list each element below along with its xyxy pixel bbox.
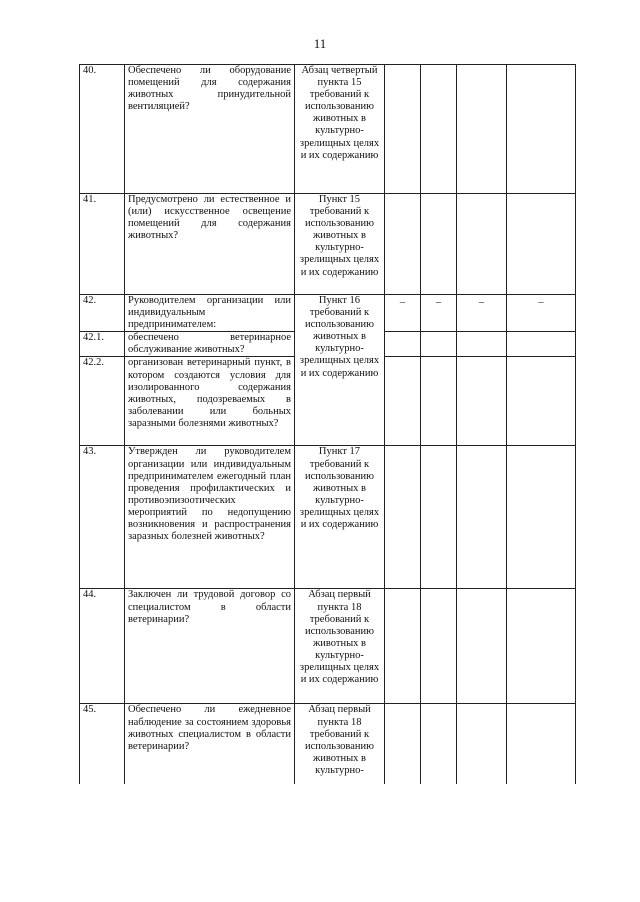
dash-mark: – bbox=[435, 297, 442, 308]
question-text: обеспечено ветеринарное обслуживание животных? bbox=[125, 332, 295, 357]
answer-yes-cell[interactable] bbox=[385, 704, 421, 785]
answer-no-cell bbox=[421, 295, 457, 332]
question-text: Предусмотрено ли естественное и (или) искусственное освещение помещений для содержания животных? bbox=[125, 194, 295, 295]
table-row bbox=[80, 446, 576, 589]
notes-cell[interactable] bbox=[507, 65, 576, 194]
question-text: организован ветеринарный пункт, в котором создаются условия для изолированного содержания животных, подозреваемых в заболевании или больных заразными болезнями животных? bbox=[125, 357, 295, 446]
row-number: 40. bbox=[80, 65, 125, 194]
checklist-table bbox=[79, 64, 576, 784]
question-text: Заключен ли трудовой договор со специалистом в области ветеринарии? bbox=[125, 589, 295, 704]
answer-yes-cell[interactable] bbox=[385, 357, 421, 446]
answer-no-cell[interactable] bbox=[421, 446, 457, 589]
notes-cell[interactable] bbox=[507, 589, 576, 704]
dash-mark: – bbox=[478, 297, 485, 308]
answer-na-cell[interactable] bbox=[457, 357, 507, 446]
table-row bbox=[80, 589, 576, 704]
answer-na-cell[interactable] bbox=[457, 446, 507, 589]
answer-no-cell[interactable] bbox=[421, 65, 457, 194]
notes-cell bbox=[507, 295, 576, 332]
notes-cell[interactable] bbox=[507, 194, 576, 295]
notes-cell[interactable] bbox=[507, 704, 576, 785]
table-row bbox=[80, 704, 576, 785]
answer-yes-cell[interactable] bbox=[385, 332, 421, 357]
notes-cell[interactable] bbox=[507, 446, 576, 589]
answer-no-cell[interactable] bbox=[421, 357, 457, 446]
answer-no-cell[interactable] bbox=[421, 589, 457, 704]
row-number: 44. bbox=[80, 589, 125, 704]
requirement-reference: Пункт 15 требований к использованию животных в культурно-зрелищных целях и их содержанию bbox=[295, 194, 385, 295]
dash-mark: – bbox=[399, 297, 406, 308]
answer-yes-cell[interactable] bbox=[385, 194, 421, 295]
answer-na-cell[interactable] bbox=[457, 194, 507, 295]
answer-na-cell[interactable] bbox=[457, 65, 507, 194]
notes-cell[interactable] bbox=[507, 332, 576, 357]
answer-yes-cell bbox=[385, 295, 421, 332]
requirement-reference: Абзац первый пункта 18 требований к использованию животных в культурно-зрелищных целях и их содержанию bbox=[295, 589, 385, 704]
dash-mark: – bbox=[538, 297, 544, 308]
answer-na-cell bbox=[457, 295, 507, 332]
row-number: 42.2. bbox=[80, 357, 125, 446]
answer-na-cell[interactable] bbox=[457, 332, 507, 357]
answer-na-cell[interactable] bbox=[457, 704, 507, 785]
table-row bbox=[80, 194, 576, 295]
answer-no-cell[interactable] bbox=[421, 194, 457, 295]
row-number: 41. bbox=[80, 194, 125, 295]
row-number: 43. bbox=[80, 446, 125, 589]
question-text: Обеспечено ли оборудование помещений для содержания животных принудительной вентиляцией? bbox=[125, 65, 295, 194]
question-text: Руководителем организации или индивидуальным предпринимателем: bbox=[125, 295, 295, 332]
table-row bbox=[80, 65, 576, 194]
answer-no-cell[interactable] bbox=[421, 332, 457, 357]
table-row bbox=[80, 295, 576, 332]
answer-no-cell[interactable] bbox=[421, 704, 457, 785]
row-number: 42. bbox=[80, 295, 125, 332]
row-number: 42.1. bbox=[80, 332, 125, 357]
requirement-reference: Пункт 17 требований к использованию животных в культурно-зрелищных целях и их содержанию bbox=[295, 446, 385, 589]
answer-yes-cell[interactable] bbox=[385, 446, 421, 589]
page-number: 11 bbox=[313, 36, 327, 51]
requirement-reference: Пункт 16 требований к использованию животных в культурно-зрелищных целях и их содержанию bbox=[295, 295, 385, 446]
requirement-reference: Абзац первый пункта 18 требований к использованию животных в культурно- bbox=[295, 704, 385, 785]
answer-yes-cell[interactable] bbox=[385, 589, 421, 704]
answer-yes-cell[interactable] bbox=[385, 65, 421, 194]
requirement-reference: Абзац четвертый пункта 15 требований к использованию животных в культурно-зрелищных целях и их содержанию bbox=[295, 65, 385, 194]
notes-cell[interactable] bbox=[507, 357, 576, 446]
row-number: 45. bbox=[80, 704, 125, 785]
question-text: Обеспечено ли ежедневное наблюдение за состоянием здоровья животных специалистом в области ветеринарии? bbox=[125, 704, 295, 785]
answer-na-cell[interactable] bbox=[457, 589, 507, 704]
question-text: Утвержден ли руководителем организации или индивидуальным предпринимателем ежегодный план проведения профилактических и противоэпизоотических мероприятий по недопущению возникновения и распространения заразных болезней животных? bbox=[125, 446, 295, 589]
